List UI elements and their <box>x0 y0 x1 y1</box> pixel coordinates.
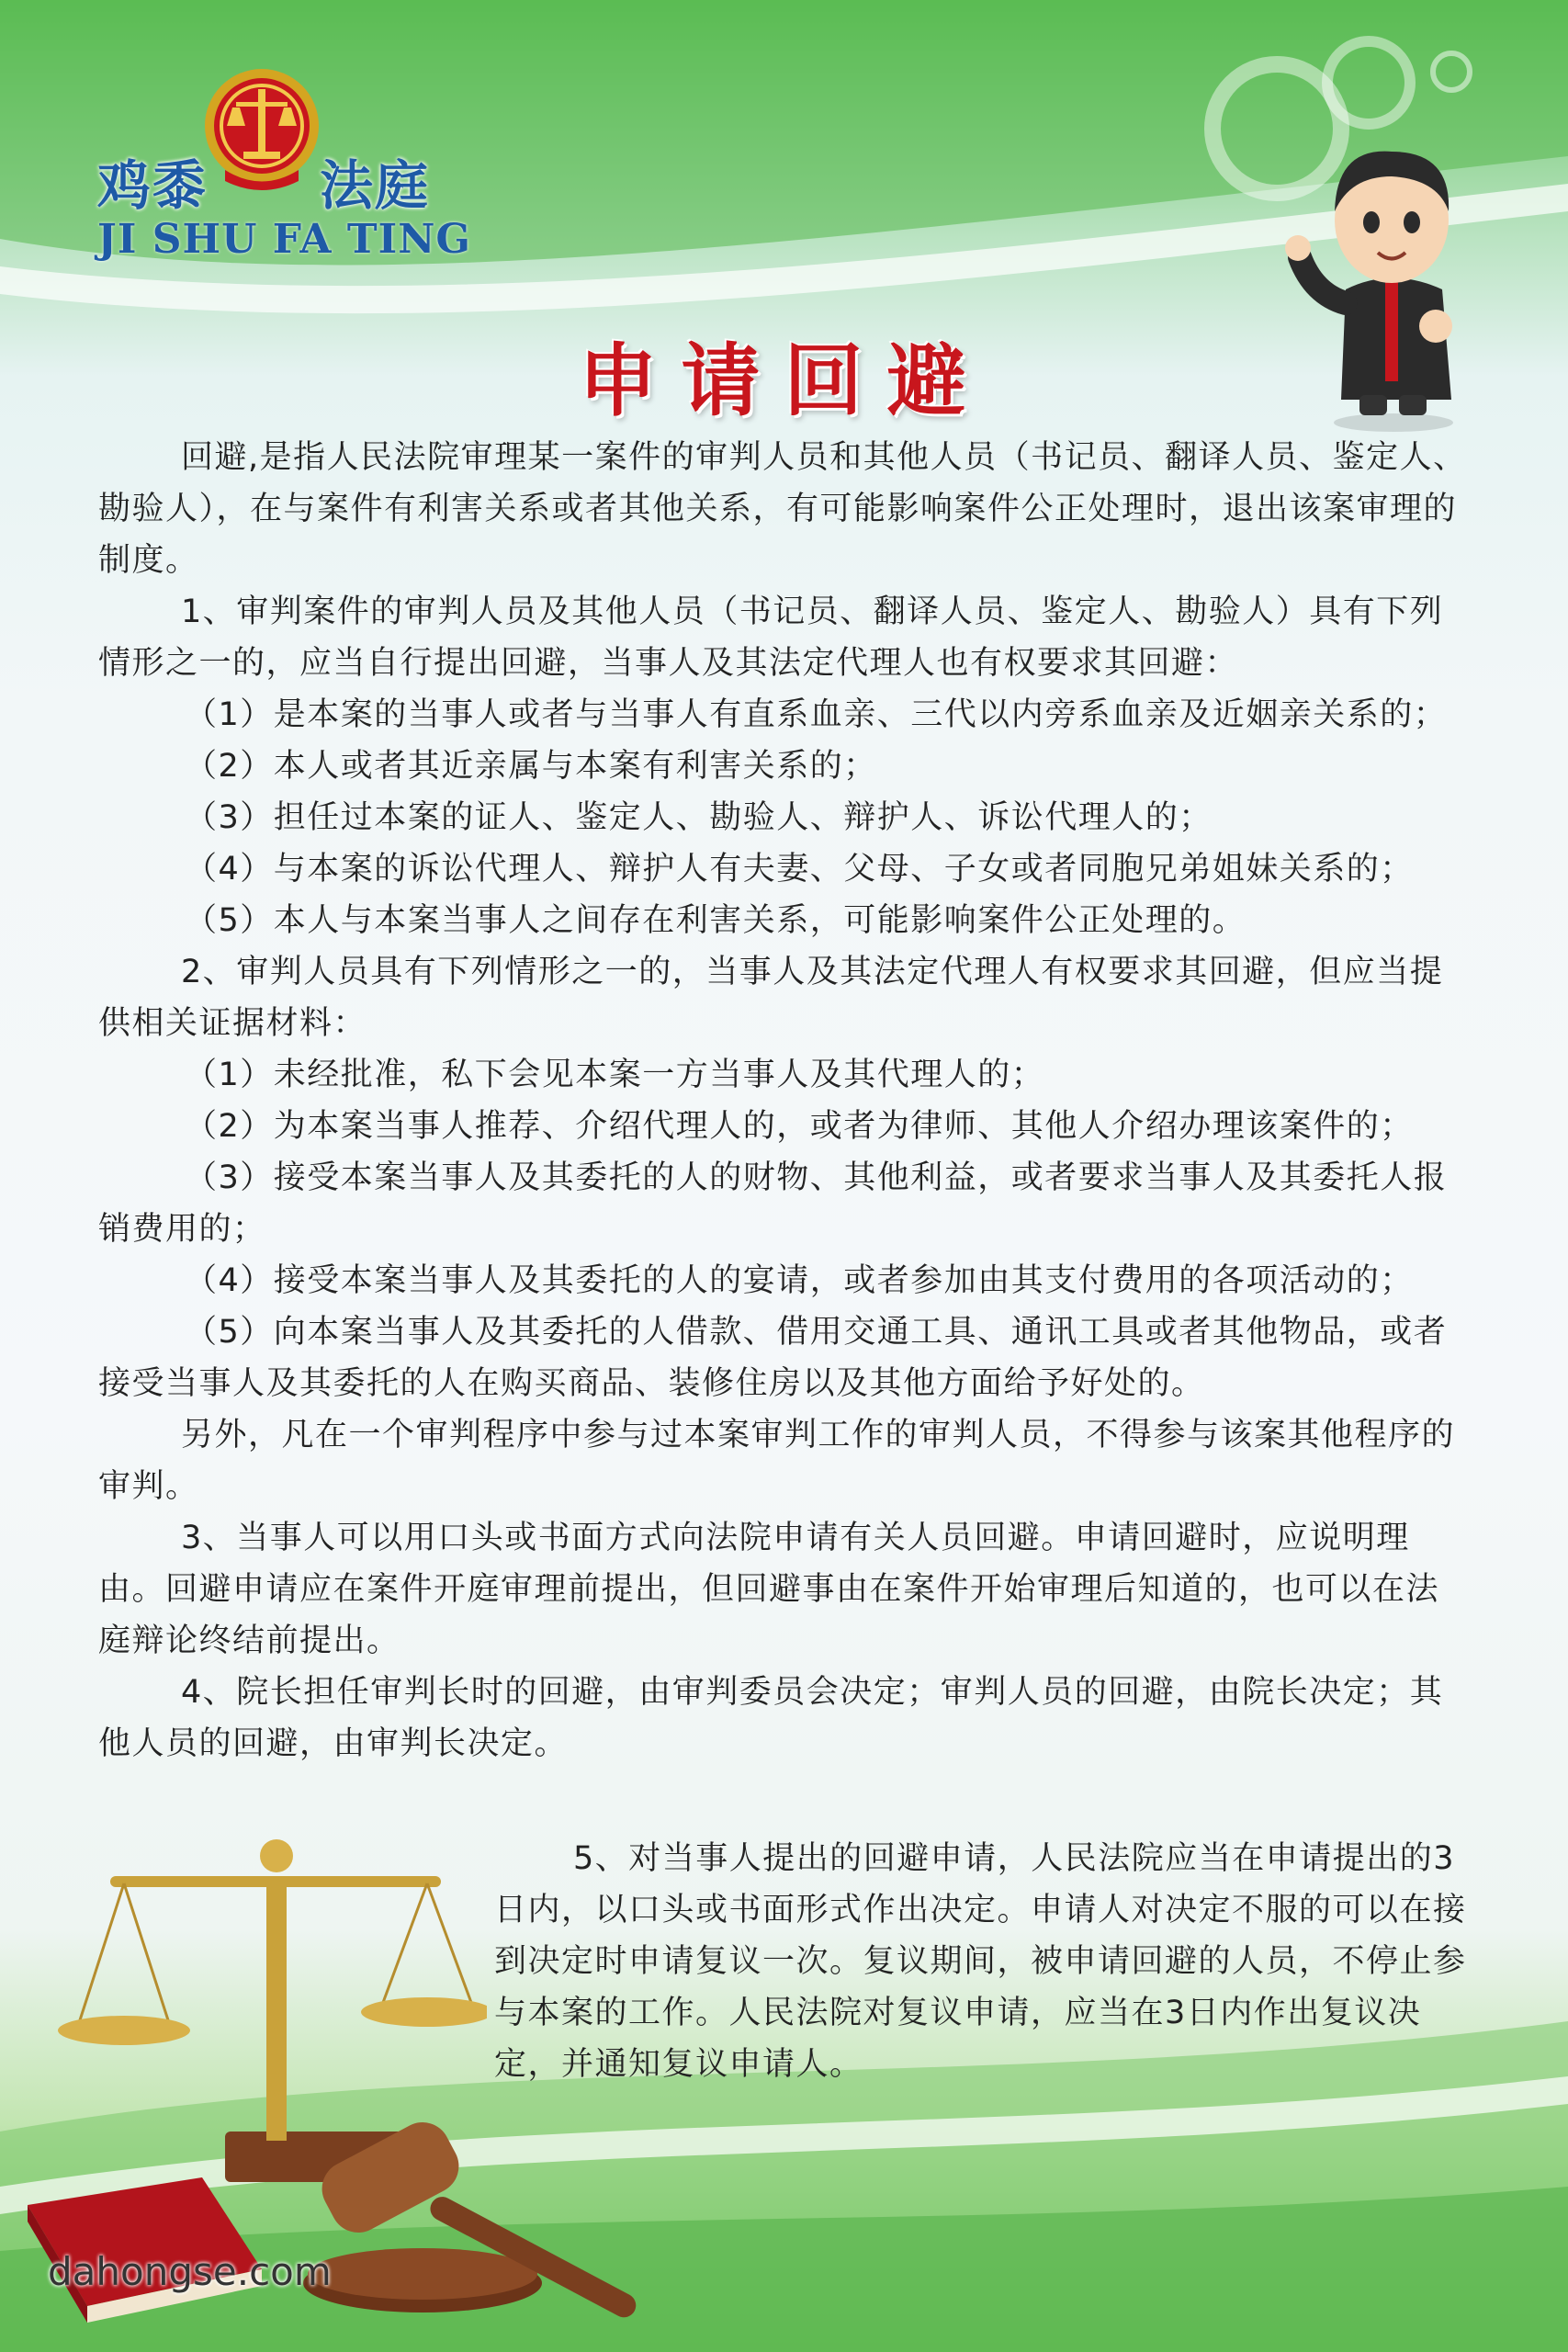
sub-item: （2）为本案当事人推荐、介绍代理人的，或者为律师、其他人介绍办理该案件的； <box>185 1108 1414 1145</box>
page-title: 申请回避 <box>578 335 990 427</box>
sub-item: （2）本人或者其近亲属与本案有利害关系的； <box>185 748 877 785</box>
paragraph-additional: 另外，凡在一个审判程序中参与过本案审判工作的审判人员，不得参与该案其他程序的审判。 <box>98 1417 1456 1505</box>
sub-item: （5）向本案当事人及其委托的人借款、借用交通工具、通讯工具或者其他物品，或者接受当事人及其委托的人在购买商品、装修住房以及其他方面给予好处的。 <box>98 1314 1448 1402</box>
sub-item: （5）本人与本案当事人之间存在利害关系，可能影响案件公正处理的。 <box>185 902 1247 939</box>
court-emblem-icon <box>197 60 326 198</box>
law-book-icon <box>18 2168 266 2324</box>
paragraph-definition: 回避,是指人民法院审理某一案件的审判人员和其他人员（书记员、翻译人员、鉴定人、勘验人），在与案件有利害关系或者其他关系，有可能影响案件公正处理时，退出该案审理的制度。 <box>98 439 1467 579</box>
logo-name-right: 法庭 <box>320 154 431 217</box>
paragraph-item-2: 2、审判人员具有下列情形之一的，当事人及其法定代理人有权要求其回避，但应当提供相关证据材料： <box>98 954 1444 1042</box>
paragraph-item-5: 5、对当事人提出的回避申请，人民法院应当在申请提出的3日内，以口头或书面形式作出决定。申请人对决定不服的可以在接到决定时申请复议一次。复议期间，被申请回避的人员，不停止参与本案的工作。人民法院对复议申请，应当在3日内作出复议决定，并通知复议申请人。 <box>494 1840 1467 2083</box>
watermark: dahongse.com <box>48 2249 332 2294</box>
content-body <box>98 432 1472 1770</box>
sub-item: （1）是本案的当事人或者与当事人有直系血亲、三代以内旁系血亲及近姻亲关系的； <box>185 696 1448 733</box>
paragraph-item-4: 4、院长担任审判长时的回避，由审判委员会决定；审判人员的回避，由院长决定；其他人员的回避，由审判长决定。 <box>98 1674 1444 1762</box>
sub-item: （3）接受本案当事人及其委托的人的财物、其他利益，或者要求当事人及其委托人报销费用的； <box>98 1159 1448 1248</box>
sub-item: （4）与本案的诉讼代理人、辩护人有夫妻、父母、子女或者同胞兄弟姐妹关系的； <box>185 851 1414 888</box>
logo-name-left: 鸡黍 <box>97 154 209 217</box>
sub-item: （1）未经批准，私下会见本案一方当事人及其代理人的； <box>185 1057 1045 1093</box>
logo-pinyin: JI SHU FA TING <box>97 216 471 263</box>
gavel-icon <box>294 2086 680 2324</box>
paragraph-item-3: 3、当事人可以用口头或书面方式向法院申请有关人员回避。申请回避时，应说明理由。回避申请应在案件开庭审理前提出，但回避事由在案件开始审理后知道的，也可以在法庭辩论终结前提出。 <box>98 1520 1440 1659</box>
sub-item: （4）接受本案当事人及其委托的人的宴请，或者参加由其支付费用的各项活动的； <box>185 1262 1414 1299</box>
paragraph-item-1: 1、审判案件的审判人员及其他人员（书记员、翻译人员、鉴定人、勘验人）具有下列情形之一的，应当自行提出回避，当事人及其法定代理人也有权要求其回避： <box>98 594 1444 682</box>
sub-item: （3）担任过本案的证人、鉴定人、勘验人、辩护人、诉讼代理人的； <box>185 799 1213 836</box>
court-logo <box>92 55 471 276</box>
